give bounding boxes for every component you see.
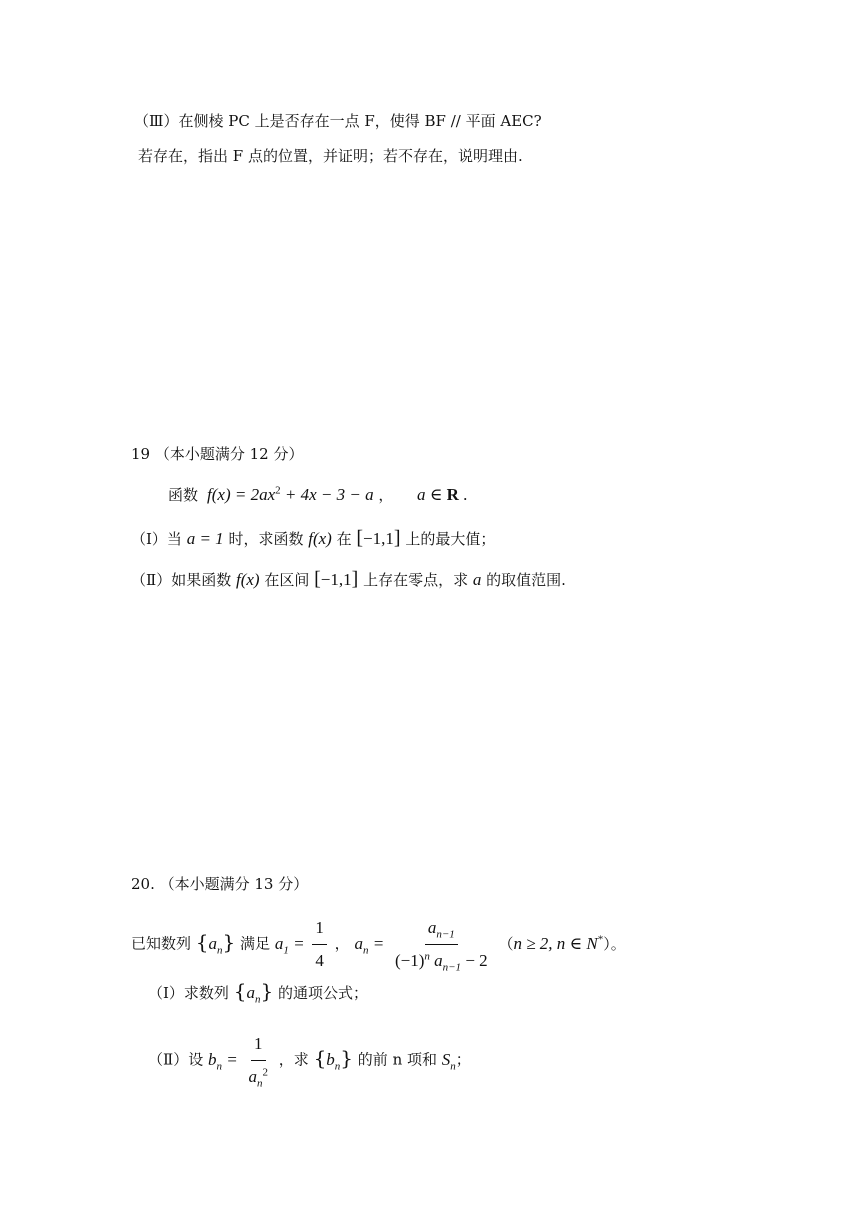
q20-a1-lhs: $a_1$ = — [274, 933, 305, 956]
q20-an-numerator: $a_{n-1}$ — [425, 914, 458, 945]
q20-bn-lhs: $b_n$ = — [207, 1049, 238, 1072]
q20-an-lhs: $a_n$ = — [354, 933, 385, 956]
q19-part1: （Ⅰ）当 a = 1 时，求函数 f(x) 在 [−1,1] 上的最大值； — [131, 527, 496, 549]
q20-part2-prefix: （Ⅱ）设 — [148, 1050, 204, 1069]
q19-function-formula: $f(x) = 2ax^2 + 4x - 3 - a$ — [202, 484, 374, 504]
q20-a1-fraction — [312, 914, 327, 975]
q19-stem-sep: ， — [378, 486, 394, 504]
q19-domain: a ∈ R — [416, 485, 459, 504]
q19-stem: 函数 $f(x) = 2ax^2 + 4x - 3 - a$ ， a ∈ R . — [168, 484, 468, 504]
q20-bn-fraction — [246, 1030, 272, 1091]
q18-part3-line2: 若存在，指出 F 点的位置，并证明；若不存在，说明理由. — [138, 147, 523, 165]
q20-stem-prefix: 已知数列 — [131, 934, 192, 953]
q18-part3-line1: （Ⅲ）在侧棱 PC 上是否存在一点 F，使得 BF // 平面 AEC? — [134, 112, 542, 130]
q20-bn-numerator: 1 — [251, 1030, 266, 1061]
q20-a1-numerator: 1 — [312, 914, 327, 945]
q20-condition: （n ≥ 2, n ∈ N*）。 — [498, 932, 626, 953]
q19-stem-prefix: 函数 — [168, 486, 199, 504]
q19-part2: （Ⅱ）如果函数 f(x) 在区间 [−1,1] 上存在零点，求 a 的取值范围. — [131, 568, 566, 590]
q20-bn-denominator: $a_n^2$ — [248, 1066, 268, 1090]
q20-part2: （Ⅱ）设 $b_n$ = $\frac{1}{a_n^2}$ ，求 $\{b_n\}$ 的前 n 项和 $S_n$； — [148, 1030, 471, 1091]
q20-stem — [131, 914, 626, 975]
q20-part1: （Ⅰ）求数列 $\{a_n\}$ 的通项公式； — [148, 979, 368, 1006]
q20-seq-an: $\{a_n\}$ — [195, 929, 236, 956]
q20-sep: ， — [334, 934, 350, 953]
q20-a1-denominator: 4 — [315, 951, 324, 970]
q19-header: 19 （本小题满分 12 分） — [131, 445, 304, 463]
q20-stem-mid: 满足 — [240, 934, 271, 953]
q20-header: 20. （本小题满分 13 分） — [131, 875, 309, 893]
q20-an-denominator: $(-1)^n$ $a_{n-1} - 2$ — [394, 950, 488, 974]
q20-an-fraction — [392, 914, 491, 975]
